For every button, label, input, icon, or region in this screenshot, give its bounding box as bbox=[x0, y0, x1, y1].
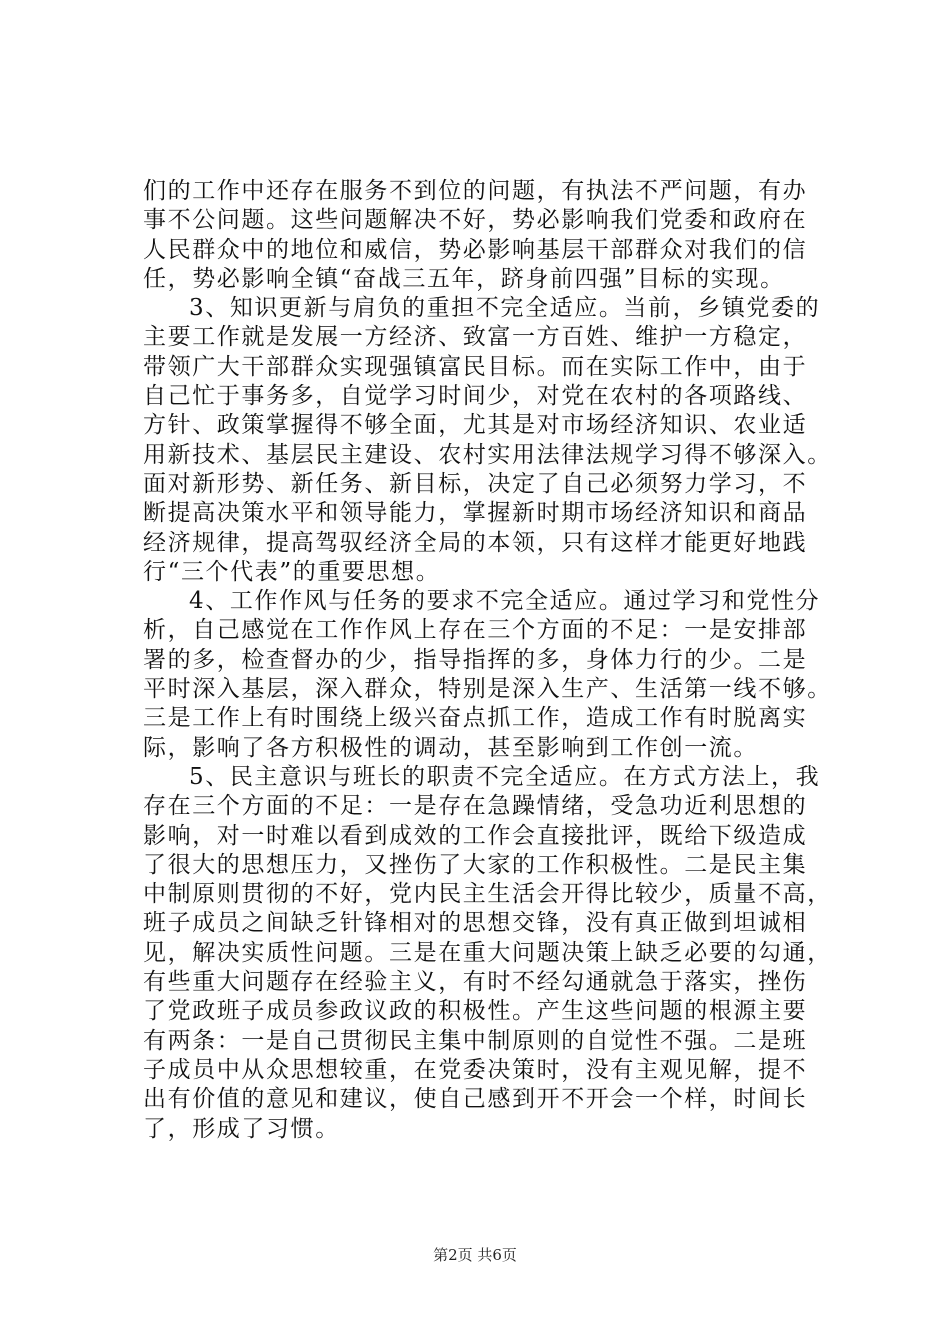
text-line: 有些重大问题存在经验主义，有时不经勾通就急于落实，挫伤 bbox=[143, 969, 808, 996]
text-line: 析，自己感觉在工作作风上存在三个方面的不足：一是安排部 bbox=[143, 617, 808, 644]
text-line: 了党政班子成员参政议政的积极性。产生这些问题的根源主要 bbox=[143, 998, 808, 1025]
text-line: 了，形成了习惯。 bbox=[143, 1115, 340, 1142]
text-line: 们的工作中还存在服务不到位的问题，有执法不严问题，有办 bbox=[143, 178, 808, 204]
text-line: 带领广大干部群众实现强镇富民目标。而在实际工作中，由于 bbox=[143, 353, 808, 380]
text-line: 经济规律，提高驾驭经济全局的本领，只有这样才能更好地践 bbox=[143, 529, 808, 556]
text-line: 了很大的思想压力，又挫伤了大家的工作积极性。二是民主集 bbox=[143, 851, 808, 878]
text-line: 自己忙于事务多，自觉学习时间少，对党在农村的各项路线、 bbox=[143, 383, 808, 410]
text-line: 班子成员之间缺乏针锋相对的思想交锋，没有真正做到坦诚相 bbox=[143, 910, 808, 937]
text-line: 面对新形势、新任务、新目标，决定了自己必须努力学习，不 bbox=[143, 470, 808, 497]
text-line: 影响，对一时难以看到成效的工作会直接批评，既给下级造成 bbox=[143, 822, 808, 849]
text-line: 断提高决策水平和领导能力，掌握新时期市场经济知识和商品 bbox=[143, 500, 808, 527]
text-line: 中制原则贯彻的不好，党内民主生活会开得比较少，质量不高， bbox=[143, 881, 832, 908]
text-line: 行“三个代表”的重要思想。 bbox=[143, 558, 441, 585]
paragraph-3-start: 3、知识更新与肩负的重担不完全适应。当前，乡镇党委的 bbox=[189, 295, 821, 322]
body-text bbox=[143, 177, 832, 1144]
text-line: 有两条：一是自己贯彻民主集中制原则的自觉性不强。二是班 bbox=[143, 1027, 808, 1054]
page-number-footer: 第2页 共6页 bbox=[433, 1246, 517, 1264]
text-line: 署的多，检查督办的少，指导指挥的多，身体力行的少。二是 bbox=[143, 646, 808, 673]
text-line: 子成员中从众思想较重，在党委决策时，没有主观见解，提不 bbox=[143, 1056, 808, 1083]
text-line: 平时深入基层，深入群众，特别是深入生产、生活第一线不够。 bbox=[143, 676, 832, 703]
text-line: 主要工作就是发展一方经济、致富一方百姓、维护一方稳定， bbox=[143, 324, 808, 351]
text-line: 出有价值的意见和建议，使自己感到开不开会一个样，时间长 bbox=[143, 1086, 808, 1113]
text-line: 用新技术、基层民主建设、农村实用法律法规学习得不够深入。 bbox=[143, 441, 832, 468]
text-line: 际，影响了各方积极性的调动，甚至影响到工作创一流。 bbox=[143, 734, 758, 761]
text-line: 事不公问题。这些问题解决不好，势必影响我们党委和政府在 bbox=[143, 207, 808, 234]
text-line: 任，势必影响全镇“奋战三五年，跻身前四强”目标的实现。 bbox=[143, 265, 785, 292]
text-line: 见，解决实质性问题。三是在重大问题决策上缺乏必要的勾通， bbox=[143, 939, 832, 966]
paragraph-5-start: 5、民主意识与班长的职责不完全适应。在方式方法上，我 bbox=[189, 763, 821, 790]
paragraph-4-start: 4、工作作风与任务的要求不完全适应。通过学习和党性分 bbox=[189, 588, 821, 615]
text-line: 方针、政策掌握得不够全面，尤其是对市场经济知识、农业适 bbox=[143, 412, 808, 439]
text-line: 人民群众中的地位和威信，势必影响基层干部群众对我们的信 bbox=[143, 236, 808, 263]
text-line: 三是工作上有时围绕上级兴奋点抓工作，造成工作有时脱离实 bbox=[143, 705, 808, 732]
text-line: 存在三个方面的不足：一是存在急躁情绪，受急功近利思想的 bbox=[143, 793, 808, 820]
